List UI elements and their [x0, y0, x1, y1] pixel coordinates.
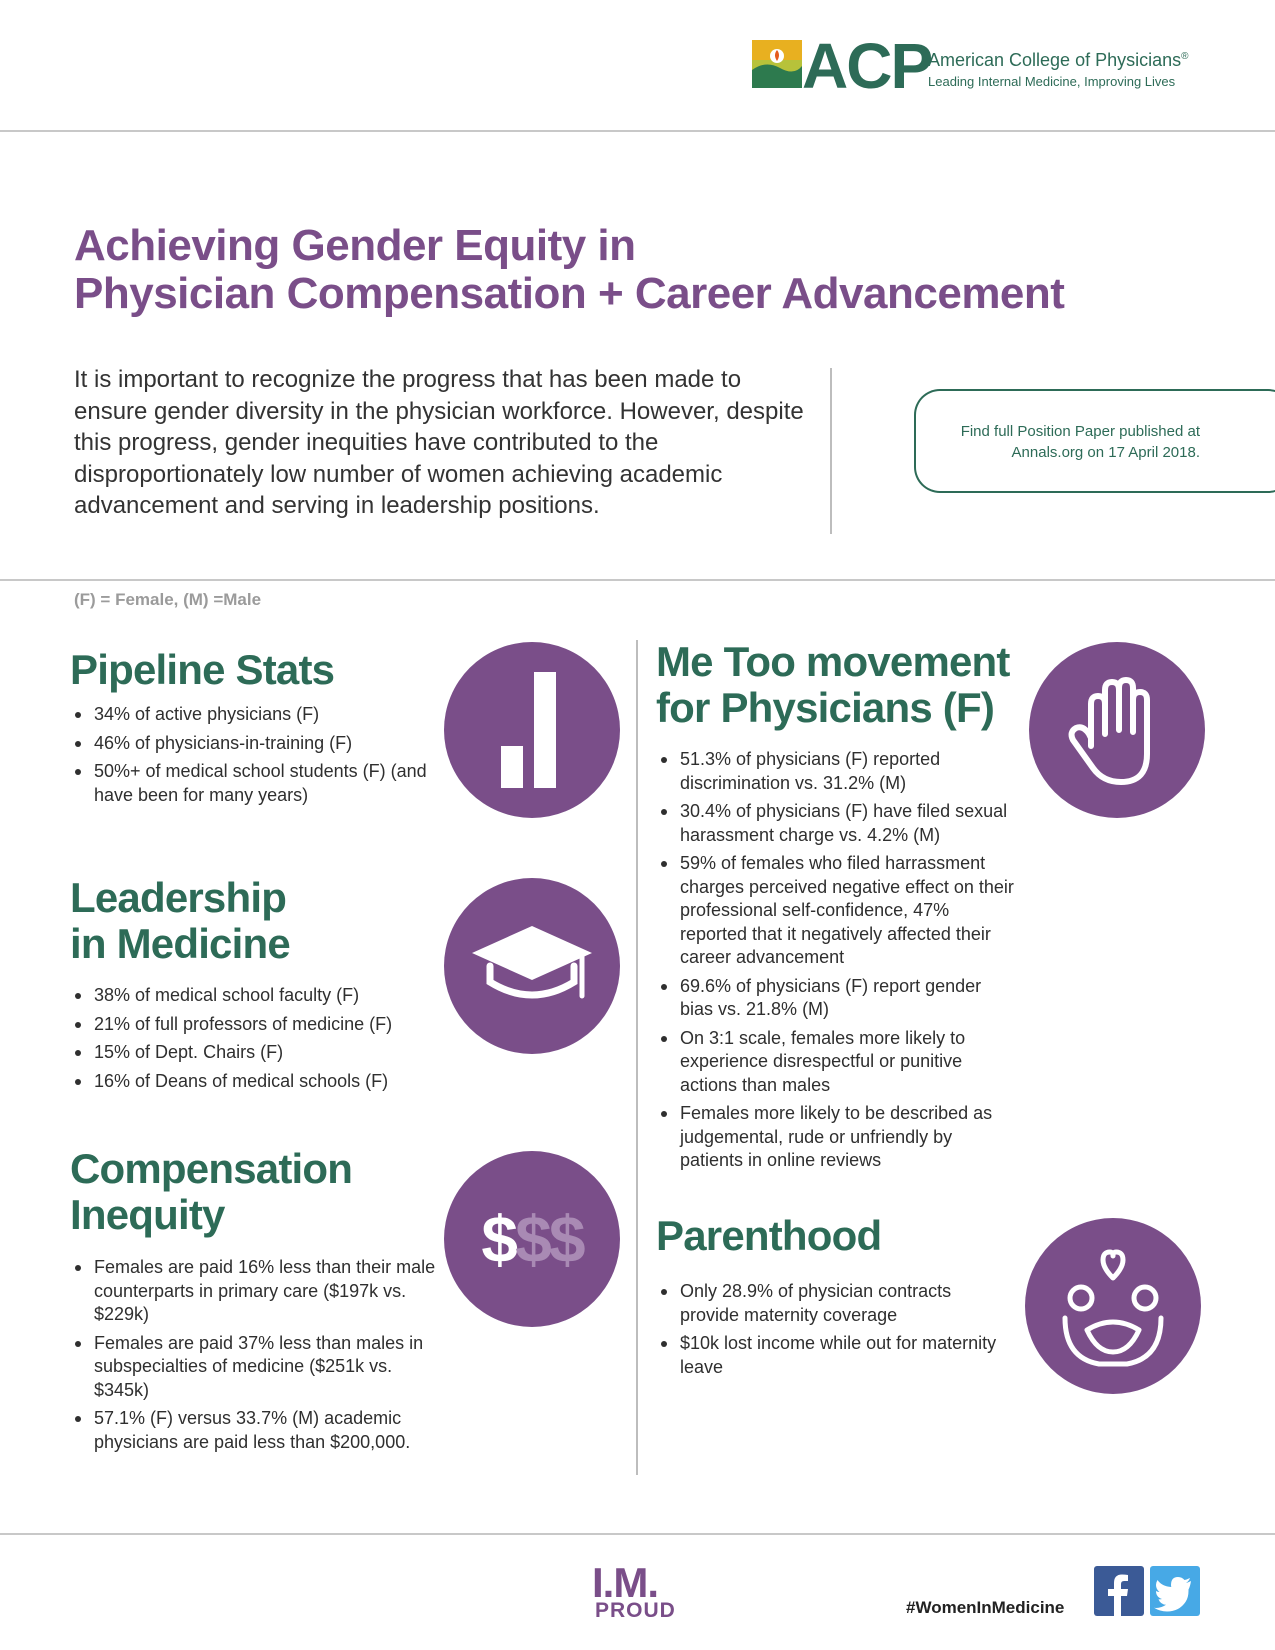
- registered-mark: ®: [1181, 51, 1189, 62]
- section-divider: [0, 579, 1275, 581]
- compensation-heading-line-2: Inequity: [70, 1191, 225, 1238]
- compensation-list: [72, 1256, 442, 1459]
- position-paper-note: Find full Position Paper published at Annals.org on 17 April 2018.: [960, 423, 1200, 461]
- org-name-text: American College of Physicians: [928, 50, 1182, 70]
- list-item: 59% of females who filed harrassment charges perceived negative effect on their professional self-confidence, 47% reported that it negatively affected their career advancement: [658, 852, 1018, 970]
- bar-chart-icon: [444, 642, 620, 818]
- logo-acronym: ACP: [802, 30, 932, 102]
- parenthood-list: [658, 1280, 998, 1384]
- intro-divider: [830, 368, 832, 534]
- pipeline-list: [72, 703, 442, 812]
- leadership-heading-line-1: Leadership: [70, 874, 287, 921]
- list-item: Only 28.9% of physician contracts provide maternity coverage: [658, 1280, 998, 1327]
- list-item: Females more likely to be described as judgemental, rude or unfriendly by patients in online reviews: [658, 1102, 1018, 1173]
- leadership-heading: [70, 875, 290, 967]
- list-item: 51.3% of physicians (F) reported discrimination vs. 31.2% (M): [658, 748, 1018, 795]
- hashtag: #WomenInMedicine: [906, 1598, 1065, 1617]
- metoo-list: [658, 748, 1018, 1178]
- facebook-icon[interactable]: [1094, 1566, 1144, 1616]
- pipeline-heading: [70, 647, 334, 693]
- pipeline-heading-text: Pipeline Stats: [70, 646, 335, 693]
- list-item: 38% of medical school faculty (F): [72, 984, 442, 1008]
- im-proud-bottom: PROUD: [595, 1599, 676, 1622]
- compensation-heading-line-1: Compensation: [70, 1145, 353, 1192]
- list-item: 30.4% of physicians (F) have filed sexual harassment charge vs. 4.2% (M): [658, 800, 1018, 847]
- compensation-heading: [70, 1146, 352, 1238]
- parenthood-heading: [656, 1213, 881, 1259]
- im-proud-logo: [592, 1559, 688, 1622]
- list-item: 69.6% of physicians (F) report gender bias vs. 21.8% (M): [658, 975, 1018, 1022]
- page-title: [74, 222, 1174, 318]
- org-name: [928, 50, 1189, 71]
- graduation-cap-icon: [444, 878, 620, 1054]
- acp-emblem-icon: [752, 40, 802, 88]
- list-item: 15% of Dept. Chairs (F): [72, 1041, 442, 1065]
- leadership-heading-line-2: in Medicine: [70, 920, 290, 967]
- metoo-heading: [656, 639, 1010, 731]
- list-item: 46% of physicians-in-training (F): [72, 732, 442, 756]
- leadership-list: [72, 984, 442, 1098]
- raised-hand-icon: [1029, 642, 1205, 818]
- org-tagline: Leading Internal Medicine, Improving Lives: [928, 74, 1176, 89]
- gender-legend: (F) = Female, (M) =Male: [74, 590, 262, 609]
- metoo-heading-line-2: for Physicians (F): [656, 684, 995, 731]
- list-item: 21% of full professors of medicine (F): [72, 1013, 442, 1037]
- column-divider: [636, 640, 638, 1475]
- list-item: 50%+ of medical school students (F) (and have been for many years): [72, 760, 442, 807]
- title-line-2: Physician Compensation + Career Advancement: [74, 269, 1065, 318]
- intro-paragraph: It is important to recognize the progress that has been made to ensure gender diversity in the physician workforce. However, despite this progress, gender inequities have contributed to the disproportionately low number of women achieving academic advancement and serving in leadership positions.: [74, 366, 804, 519]
- list-item: Females are paid 37% less than males in subspecialties of medicine ($251k vs. $345k): [72, 1332, 442, 1403]
- dollar-icon: [444, 1151, 620, 1327]
- dollar-glyph-faded: $$: [515, 1202, 583, 1276]
- header-divider: [0, 130, 1275, 132]
- acp-logo: [752, 30, 1212, 102]
- dollar-glyphs: [444, 1151, 620, 1327]
- metoo-heading-line-1: Me Too movement: [656, 638, 1010, 685]
- im-proud-top: I.M.: [592, 1559, 658, 1606]
- title-line-1: Achieving Gender Equity in: [74, 221, 636, 270]
- dollar-glyph-white: $: [481, 1202, 516, 1276]
- footer-divider: [0, 1533, 1275, 1535]
- twitter-icon[interactable]: [1150, 1566, 1200, 1616]
- family-icon: [1025, 1218, 1201, 1394]
- list-item: 57.1% (F) versus 33.7% (M) academic physicians are paid less than $200,000.: [72, 1407, 442, 1454]
- list-item: Females are paid 16% less than their male counterparts in primary care ($197k vs. $229k): [72, 1256, 442, 1327]
- list-item: On 3:1 scale, females more likely to experience disrespectful or punitive actions than males: [658, 1027, 1018, 1098]
- parenthood-heading-text: Parenthood: [656, 1212, 882, 1259]
- list-item: 16% of Deans of medical schools (F): [72, 1070, 442, 1094]
- list-item: 34% of active physicians (F): [72, 703, 442, 727]
- list-item: $10k lost income while out for maternity leave: [658, 1332, 998, 1379]
